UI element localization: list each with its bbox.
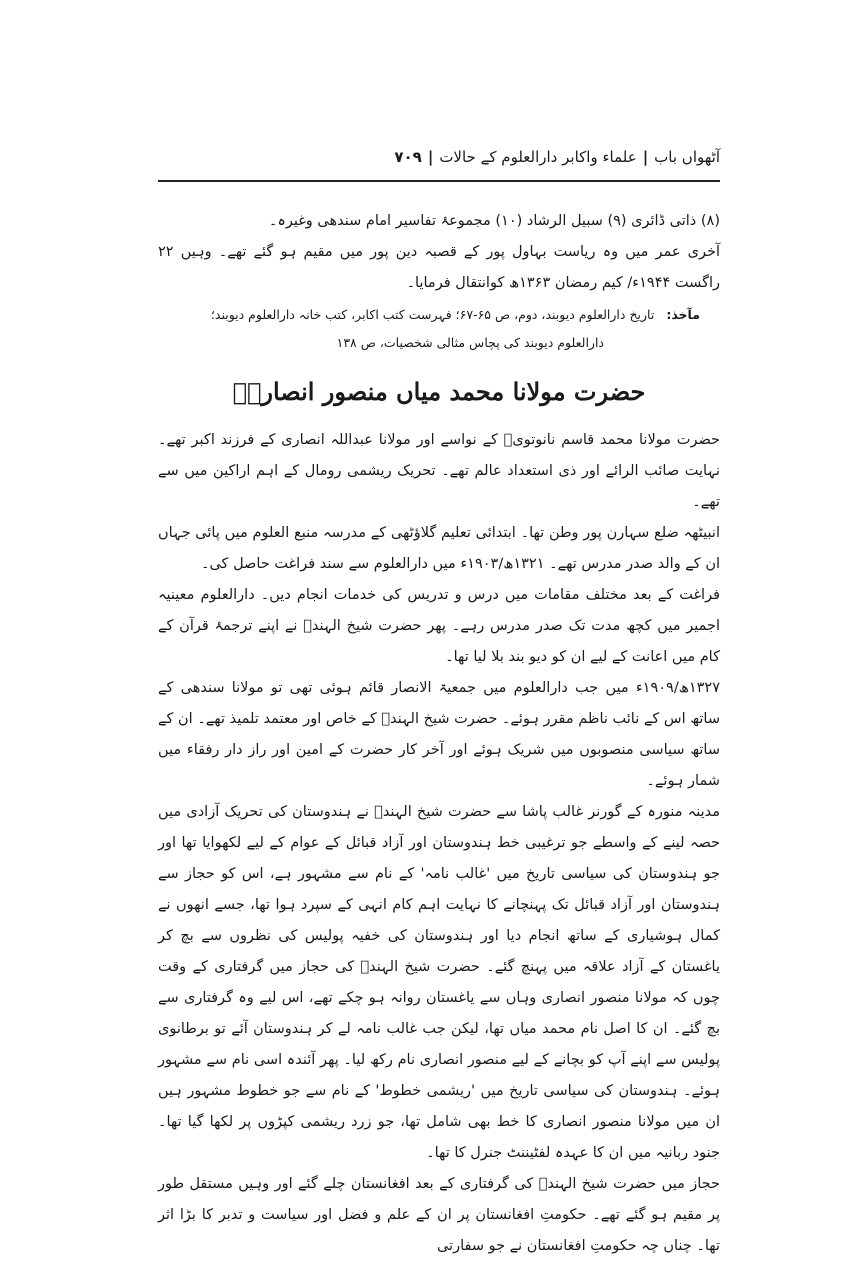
running-header	[158, 140, 720, 182]
paragraph: ۱۳۲۷ھ/۱۹۰۹ء میں جب دارالعلوم میں جمعیۃ الانصار قائم ہوئی تھی تو مولانا سندھی کے ساتھ اس کے نائب ناظم مقرر ہوئے۔ حضرت شیخ الہندؒ کے خاص اور معتمد تلمیذ تھے۔ ان کے ساتھ سیاسی منصوبوں میں شریک ہوئے اور آخر کار حضرت کے امین اور راز دار رفقاء میں شمار ہوئے۔	[158, 680, 720, 789]
section-heading: حضرت مولانا محمد میاں منصور انصاریؒ	[232, 377, 646, 406]
death-paragraph: آخری عمر میں وہ ریاست بہاول پور کے قصبہ دین پور میں مقیم ہو گئے تھے۔ وہیں ۲۲ راگست ۱۹۴۴ء/ کیم رمضان ۱۳۶۳ھ کوانتقال فرمایا۔	[158, 244, 720, 291]
paragraph: فراغت کے بعد مختلف مقامات میں درس و تدریس کی خدمات انجام دیں۔ دارالعلوم معینیہ اجمیر میں کچھ مدت تک صدر مدرس رہے۔ پھر حضرت شیخ الہندؒ نے اپنے ترجمۂ قرآن کے کام میں اعانت کے لیے ان کو دیو بند بلا لیا تھا۔	[158, 587, 720, 665]
source-block	[158, 301, 720, 357]
paragraph: مدینہ منورہ کے گورنر غالب پاشا سے حضرت شیخ الہندؒ نے ہندوستان کی تحریک آزادی میں حصہ لینے کے واسطے جو ترغیبی خط ہندوستان اور آزاد قبائل کے عوام کے لیے لکھوایا تھا اور جو ہندوستان کی سیاسی تاریخ میں 'غالب نامہ' کے نام سے مشہور ہے، اس کو حجاز سے ہندوستان اور آزاد قبائل تک پہنچانے کا نہایت اہم کام انہی کے سپرد ہوا تھا، جسے انھوں نے کمال ہوشیاری کے ساتھ انجام دیا اور ہندوستان کی خفیہ پولیس کی نظروں سے بچ کر یاغستان کے آزاد علاقہ میں پہنچ گئے۔ حضرت شیخ الہندؒ کی حجاز میں گرفتاری کے وقت چوں کہ مولانا منصور انصاری وہاں سے یاغستان روانہ ہو چکے تھے، اس لیے وہ گرفتاری سے بچ گئے۔ ان کا اصل نام محمد میاں تھا، لیکن جب غالب نامہ لے کر ہندوستان آئے تو برطانوی پولیس سے اپنے آپ کو بچانے کے لیے منصور انصاری نام رکھ لیا۔ پھر آئندہ اسی نام سے مشہور ہوئے۔ ہندوستان کی سیاسی تاریخ میں 'ریشمی خطوط' کے نام سے جو خطوط مشہور ہیں ان میں مولانا منصور انصاری کا خط بھی شامل تھا، جو زرد ریشمی کپڑوں پر لکھا گیا تھا۔ جنود ربانیہ میں ان کا عہدہ لفٹیننٹ جنرل کا تھا۔	[158, 804, 720, 1161]
page-number: ۷۰۹	[394, 148, 422, 166]
paragraph: حضرت مولانا محمد قاسم نانوتویؒ کے نواسے اور مولانا عبداللہ انصاری کے فرزند اکبر تھے۔ نہایت صائب الرائے اور ذی استعداد عالم تھے۔ تحریک ریشمی رومال کے اہم اراکین میں سے تھے۔	[158, 432, 720, 510]
paragraph: حجاز میں حضرت شیخ الہندؒ کی گرفتاری کے بعد افغانستان چلے گئے اور وہیں مستقل طور پر مقیم ہو گئے تھے۔ حکومتِ افغانستان پر ان کے علم و فضل اور سیاست و تدبر کا بڑا اثر تھا۔ چناں چہ حکومتِ افغانستان نے جو سفارتی	[158, 1176, 720, 1254]
paragraph: انبیٹھہ ضلع سہارن پور وطن تھا۔ ابتدائی تعلیم گلاؤٹھی کے مدرسہ منبع العلوم میں پائی جہاں ان کے والد صدر مدرس تھے۔ ۱۳۲۱ھ/۱۹۰۳ء میں دارالعلوم سے سند فراغت حاصل کی۔	[158, 525, 720, 572]
chapter-title: علماء واکابر دارالعلوم کے حالات	[439, 148, 637, 166]
source-text-1: تاریخ دارالعلوم دیوبند، دوم، ص ۶۵-۶۷؛ فہرست کتب اکابر، کتب خانہ دارالعلوم دیوبند؛	[210, 307, 655, 322]
header-text	[394, 148, 720, 166]
header-separator: |	[642, 148, 649, 166]
page-body	[158, 206, 720, 1262]
chapter-label: آٹھواں باب	[654, 148, 720, 166]
source-label: مآخذ:	[666, 307, 700, 322]
source-line-2: دارالعلوم دیوبند کی پچاس مثالی شخصیات، ص ۱۳۸	[336, 335, 604, 350]
source-line-1	[158, 301, 700, 329]
works-list-line: (۸) ذاتی ڈائری (۹) سبیل الرشاد (۱۰) مجموعۂ تفاسیر امام سندھی وغیرہ۔	[268, 213, 720, 229]
header-separator: |	[427, 148, 434, 166]
